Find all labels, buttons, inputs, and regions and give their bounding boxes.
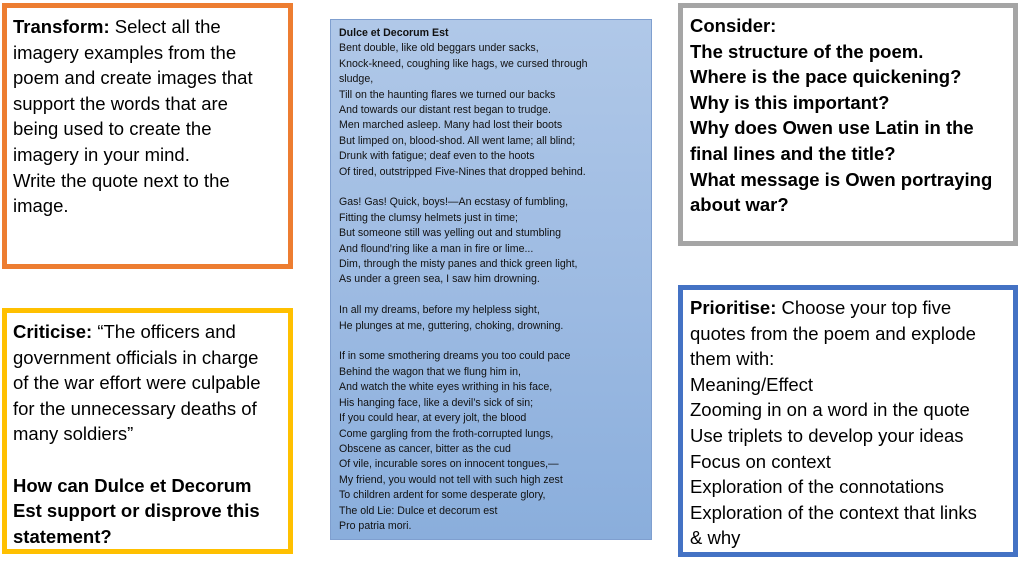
poem-line: Bent double, like old beggars under sacks, [339, 42, 539, 55]
transform-panel [2, 3, 293, 269]
poem-body [339, 41, 643, 534]
poem-line: My friend, you would not tell with such high zest [339, 473, 563, 486]
prioritise-line: Meaning/Effect [690, 373, 814, 395]
criticise-quote-line: “The officers and [97, 321, 236, 342]
poem-panel [330, 19, 652, 540]
poem-line: And towards our distant rest began to trudge. [339, 104, 552, 117]
poem-line: Of vile, incurable sores on innocent tongues,— [339, 458, 559, 471]
consider-line: final lines and the title? [690, 142, 896, 164]
poem-line: Come gargling from the froth-corrupted lungs, [339, 427, 554, 440]
transform-heading: Transform: [13, 16, 115, 37]
criticise-quote-line: many soldiers” [13, 423, 134, 445]
poem-line: Behind the wagon that we flung him in, [339, 365, 521, 378]
poem-line: Dim, through the misty panes and thick green light, [339, 258, 578, 271]
criticise-panel [2, 308, 293, 554]
prioritise-heading: Prioritise: [690, 297, 782, 318]
poem-line: And watch the white eyes writhing in his face, [339, 381, 553, 394]
poem-line: If you could hear, at every jolt, the blood [339, 412, 527, 425]
poem-line: To children ardent for some desperate glory, [339, 489, 546, 502]
consider-line: Where is the pace quickening? [690, 66, 962, 88]
transform-line: support the words that are [13, 92, 228, 114]
poem-line: If in some smothering dreams you too could pace [339, 350, 571, 363]
consider-heading: Consider: [690, 15, 777, 36]
prioritise-text [690, 295, 1006, 551]
criticise-quote-line: for the unnecessary deaths of [13, 397, 257, 419]
prioritise-line: Focus on context [690, 450, 831, 472]
criticise-heading: Criticise: [13, 321, 98, 342]
transform-line: imagery examples from the [13, 41, 237, 63]
prioritise-line: Choose your top five [781, 297, 952, 318]
transform-line: poem and create images that [13, 67, 253, 89]
consider-line: Why is this important? [690, 91, 890, 113]
prioritise-line: Zooming in on a word in the quote [690, 399, 970, 421]
poem-line: He plunges at me, guttering, choking, drowning. [339, 319, 564, 332]
consider-line: Why does Owen use Latin in the [690, 117, 974, 139]
prioritise-panel [678, 285, 1018, 557]
criticise-question-line: How can Dulce et Decorum [13, 474, 252, 496]
poem-stanza [339, 349, 643, 534]
transform-line: being used to create the [13, 118, 212, 140]
transform-line: Write the quote next to the [13, 169, 230, 191]
transform-line: Select all the [114, 16, 221, 37]
prioritise-line: them with: [690, 348, 775, 370]
poem-line: Men marched asleep. Many had lost their boots [339, 119, 563, 132]
poem-line: But someone still was yelling out and stumbling [339, 227, 561, 240]
poem-title: Dulce et Decorum Est [339, 27, 449, 39]
criticise-quote-line: government officials in charge [13, 346, 259, 368]
poem-line: Obscene as cancer, bitter as the cud [339, 442, 511, 455]
prioritise-line: Use triplets to develop your ideas [690, 424, 964, 446]
poem-stanza [339, 195, 643, 287]
poem-line: As under a green sea, I saw him drowning. [339, 273, 540, 286]
consider-text [690, 13, 1006, 218]
poem-line: Knock-kneed, coughing like hags, we cursed through [339, 57, 588, 70]
consider-panel [678, 3, 1018, 246]
poem-line: The old Lie: Dulce et decorum est [339, 504, 498, 517]
poem-line: And flound’ring like a man in fire or lime... [339, 242, 534, 255]
poem-line: Gas! Gas! Quick, boys!—An ecstasy of fumbling, [339, 196, 569, 209]
prioritise-line: Exploration of the context that links [690, 501, 977, 523]
prioritise-line: & why [690, 527, 741, 549]
poem-line: Till on the haunting flares we turned our backs [339, 88, 556, 101]
prioritise-line: Exploration of the connotations [690, 476, 945, 498]
transform-line: imagery in your mind. [13, 143, 190, 165]
transform-text [13, 14, 282, 219]
poem-line: Pro patria mori. [339, 519, 412, 532]
poem-stanza [339, 303, 643, 334]
poem-stanza [339, 41, 643, 180]
consider-line: What message is Owen portraying [690, 168, 993, 190]
poem-line: His hanging face, like a devil’s sick of sin; [339, 396, 534, 409]
poem-line: Drunk with fatigue; deaf even to the hoots [339, 150, 535, 163]
poem-line: sludge, [339, 73, 374, 86]
criticise-quote-line: of the war effort were culpable [13, 372, 261, 394]
poem-line: Of tired, outstripped Five-Nines that dropped behind. [339, 165, 586, 178]
criticise-question-line: statement? [13, 525, 112, 547]
prioritise-line: quotes from the poem and explode [690, 322, 976, 344]
criticise-question-line: Est support or disprove this [13, 500, 260, 522]
consider-line: The structure of the poem. [690, 40, 924, 62]
criticise-text [13, 319, 282, 549]
transform-line: image. [13, 195, 69, 217]
poem-line: But limped on, blood-shod. All went lame; all blind; [339, 134, 576, 147]
consider-line: about war? [690, 194, 789, 216]
poem-line: Fitting the clumsy helmets just in time; [339, 211, 518, 224]
poem-line: In all my dreams, before my helpless sight, [339, 304, 540, 317]
